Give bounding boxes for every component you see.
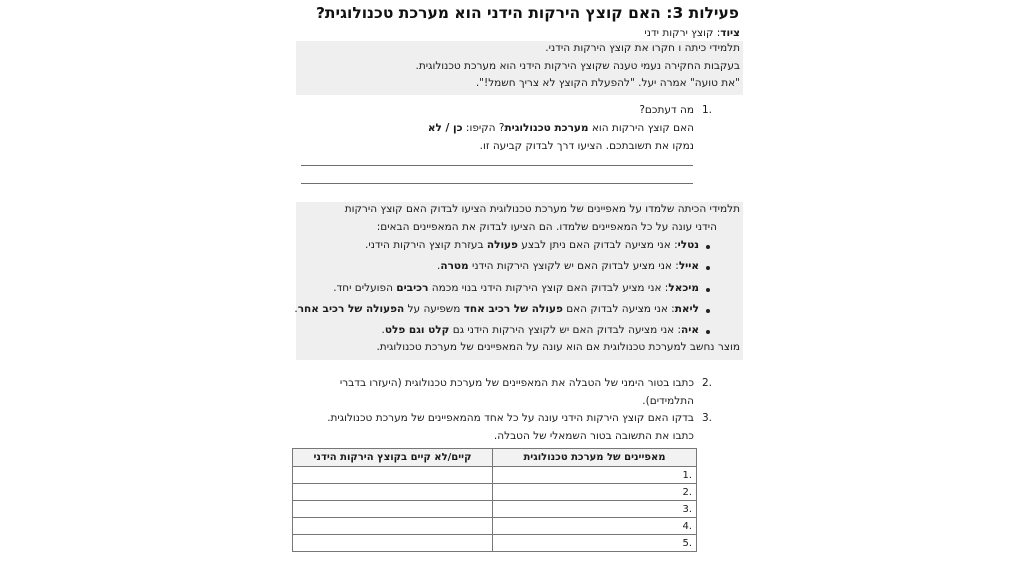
feature-cell[interactable]: .3 [493,501,697,518]
page-title: פעילות 3: האם קוצץ הירקות הידני הוא מערכת טכנולוגית? [315,4,739,22]
q3-line-2: כתבו את התשובה בטור השמאלי של הטבלה. [493,430,694,442]
feature-cell[interactable]: .4 [493,518,697,535]
q1-question: האם קוצץ הירקות הוא מערכת טכנולוגית? הקיפו: כן / לא [427,122,694,134]
table-row [293,484,697,501]
feature-aya: איה: אני מציעה לבדוק האם יש לקוצץ הירקות הידני גם קלט וגם פלט. [381,324,699,336]
answer-line-2[interactable] [301,183,693,184]
bullet-icon [706,330,710,334]
q3-line-1: בדקו האם קוצץ הירקות הידני עונה על כל אחד מהמאפיינים של מערכת טכנולוגית. [327,412,694,424]
table-row [293,518,697,535]
bullet-icon [706,245,710,249]
feature-cell[interactable]: .5 [493,535,697,552]
q2-number: 2. [702,377,713,389]
q1-instruction: נמקו את תשובתכם. הציעו דרך לבדוק קביעה זו. [479,140,694,152]
q2-line-1: כתבו בטור הימני של הטבלה את המאפיינים של מערכת טכנולוגית (היעזרו בדברי [339,377,694,389]
q1-heading: מה דעתכם? [639,104,694,116]
bullet-icon [706,266,710,270]
feature-natali: נטלי: אני מציעה לבדוק האם ניתן לבצע פעולה בעזרת קוצץ הירקות הידני. [365,239,699,251]
bullet-icon [706,309,710,313]
feature-cell[interactable]: .1 [493,467,697,484]
feature-cell[interactable]: .2 [493,484,697,501]
exists-cell[interactable] [293,518,493,535]
features-line-1: תלמידי הכיתה שלמדו על מאפיינים של מערכת טכנולוגית הציעו לבדוק האם קוצץ הירקות [344,203,740,215]
table-row [293,501,697,518]
exists-cell[interactable] [293,484,493,501]
features-conclusion: מוצר נחשב למערכת טכנולוגית אם הוא עונה על המאפיינים של מערכת טכנולוגית. [376,341,740,353]
column-header-exists: קיים/לא קיים בקוצץ הירקות הידני [293,449,493,467]
intro-line-2: בעקבות החקירה נעמי טענה שקוצץ הירקות הידני הוא מערכת טכנולוגית. [415,60,740,72]
q2-line-2: התלמידים). [642,395,694,407]
feature-liat: ליאת: אני מציעה לבדוק האם פעולה של רכיב אחד משפיעה על הפעולה של רכיב אחר. [294,303,699,315]
q3-number: 3. [702,412,713,424]
table-row [293,535,697,552]
feature-michael: מיכאל: אני מציע לבדוק האם קוצץ הירקות הידני בנוי מכמה רכיבים הפועלים יחד. [333,282,699,294]
exists-cell[interactable] [293,467,493,484]
intro-line-1: תלמידי כיתה ו חקרו את קוצץ הירקות הידני. [545,42,740,54]
equipment-label: ציוד [720,27,740,39]
exists-cell[interactable] [293,535,493,552]
feature-eyal: אייל: אני מציע לבדוק האם יש לקוצץ הירקות הידני מטרה. [437,260,699,272]
features-table [292,448,697,552]
answer-line-1[interactable] [301,165,693,166]
features-line-2: הידני עונה על כל המאפיינים שלמדו. הם הציעו לבדוק את המאפיינים הבאים: [376,221,717,233]
column-header-features: מאפיינים של מערכת טכנולוגית [493,449,697,467]
table-row [293,467,697,484]
intro-line-3: "את טועה" אמרה יעל. "להפעלת הקוצץ לא צריך חשמל!". [475,77,740,89]
q1-number: 1. [702,104,713,116]
bullet-icon [706,288,710,292]
equipment-line [644,27,740,39]
exists-cell[interactable] [293,501,493,518]
yes-no-choice[interactable]: כן / לא [427,122,463,134]
table-header-row [293,449,697,467]
equipment-value: : קוצץ ירקות ידני [644,27,721,39]
